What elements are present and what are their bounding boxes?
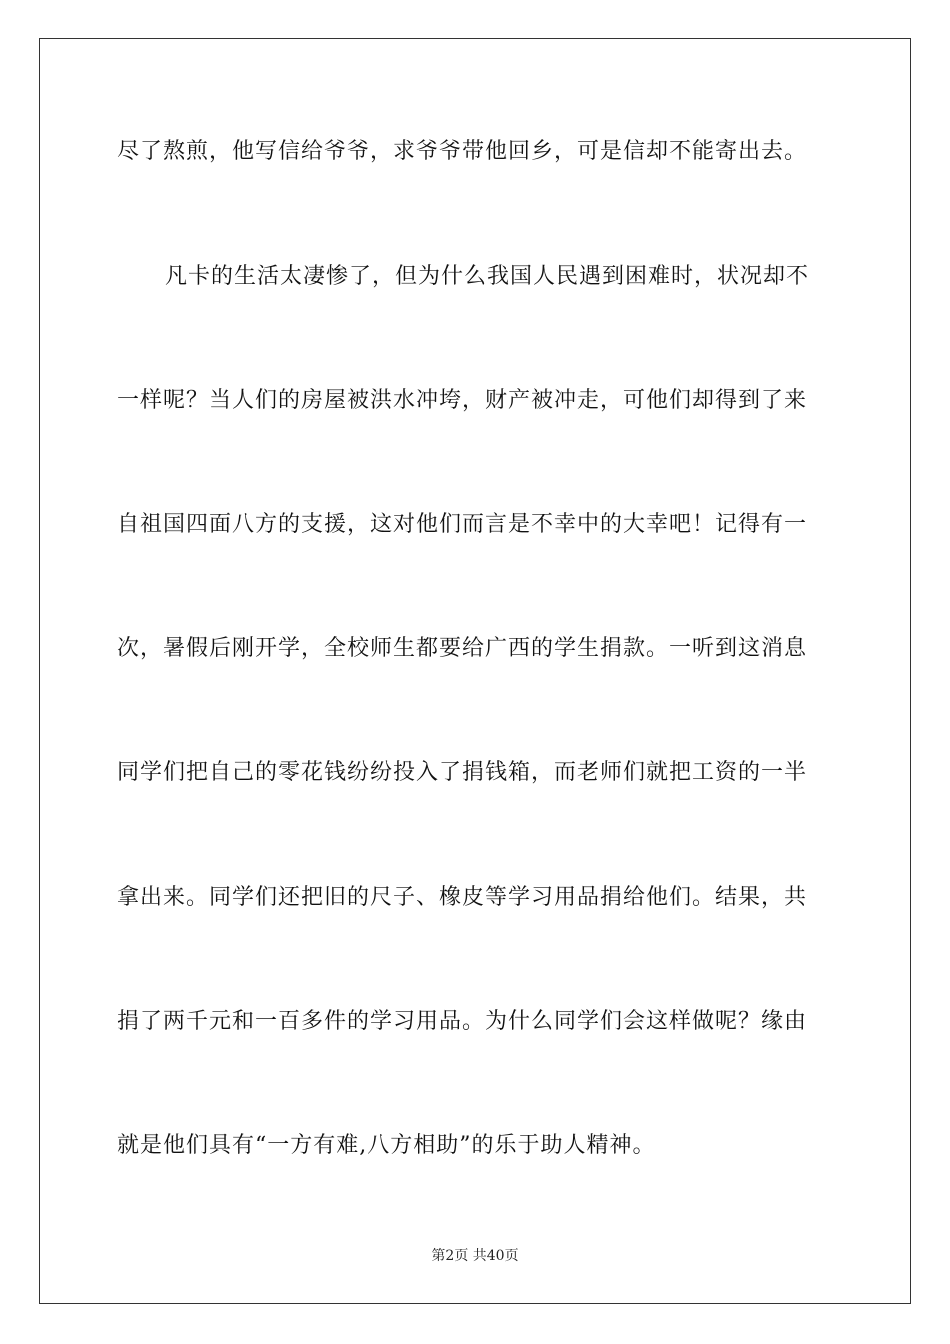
- body-text-line-1: 尽了熬煎，他写信给爷爷，求爷爷带他回乡，可是信却不能寄出去。: [117, 139, 808, 164]
- body-text-line-7: 拿出来。同学们还把旧的尺子、橡皮等学习用品捐给他们。结果，共: [117, 885, 808, 910]
- body-text-line-4: 自祖国四面八方的支援，这对他们而言是不幸中的大幸吧！记得有一: [117, 512, 808, 537]
- body-text-line-8: 捐了两千元和一百多件的学习用品。为什么同学们会这样做呢？缘由: [117, 1009, 808, 1034]
- body-text-line-9: 就是他们具有“一方有难,八方相助”的乐于助人精神。: [117, 1133, 656, 1158]
- body-text-line-2: 凡卡的生活太凄惨了，但为什么我国人民遇到困难时，状况却不: [165, 264, 810, 289]
- body-text-line-6: 同学们把自己的零花钱纷纷投入了捐钱箱，而老师们就把工资的一半: [117, 760, 808, 785]
- body-text-line-5: 次，暑假后刚开学，全校师生都要给广西的学生捐款。一听到这消息: [117, 636, 808, 661]
- page-number-footer: 第2页 共40页: [431, 1248, 519, 1264]
- body-text-line-3: 一样呢？当人们的房屋被洪水冲垮，财产被冲走，可他们却得到了来: [117, 388, 808, 413]
- page-frame: [39, 38, 911, 1304]
